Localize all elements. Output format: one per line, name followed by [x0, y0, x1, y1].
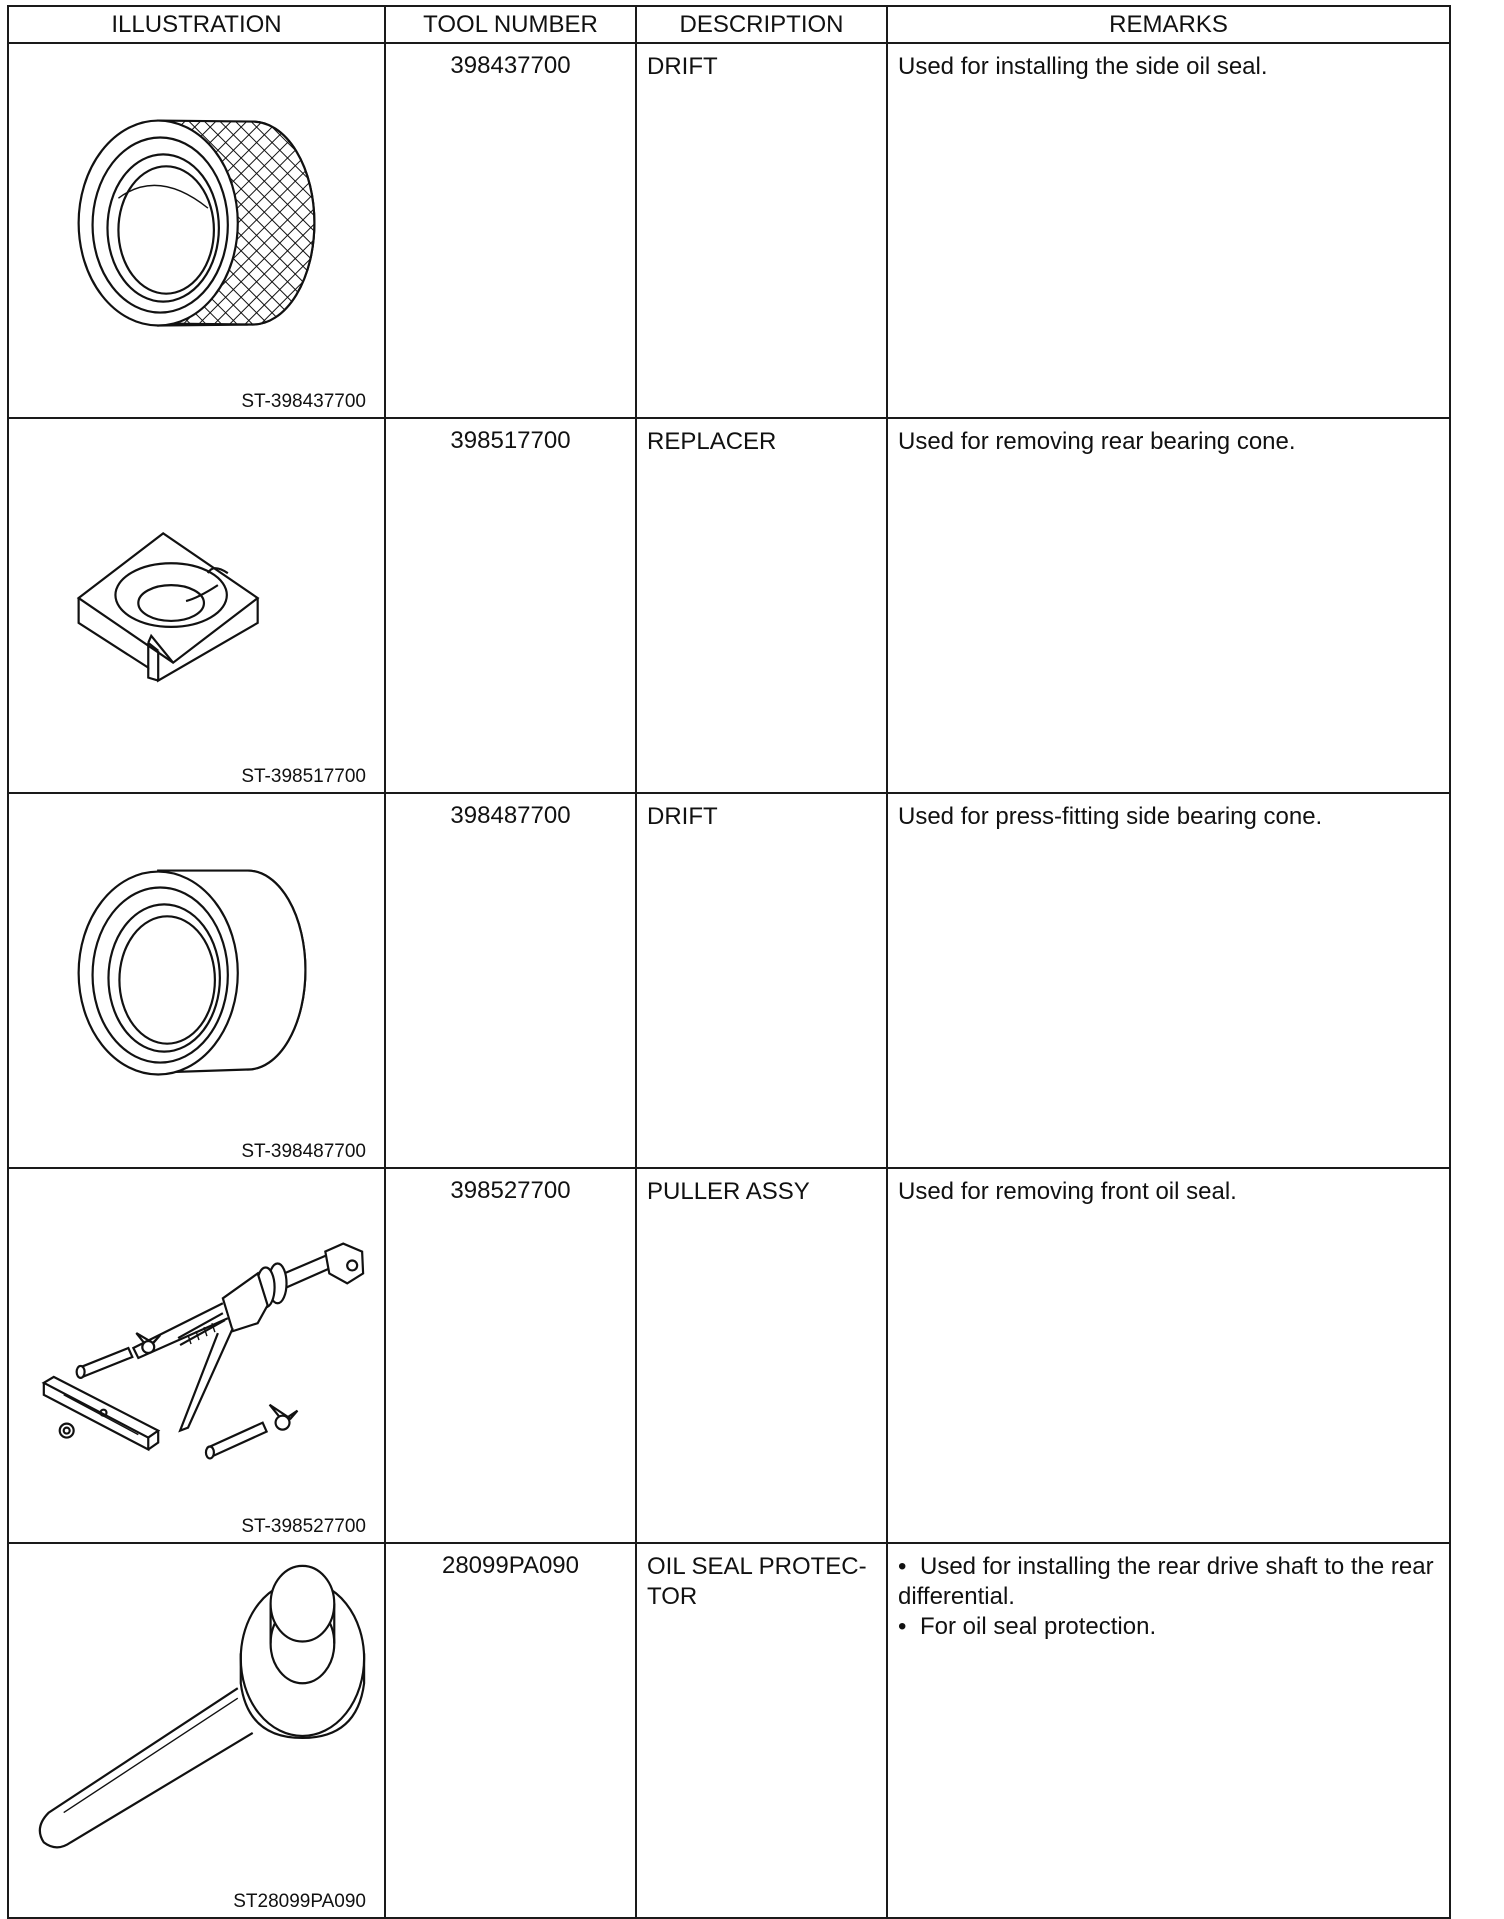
- remarks: [887, 418, 1450, 793]
- table-row: [8, 43, 1450, 418]
- remarks: [887, 793, 1450, 1168]
- remark-text: For oil seal protection.: [920, 1613, 1157, 1640]
- illustration-code: ST28099PA090: [233, 1891, 366, 1912]
- tool-number: 398487700: [385, 793, 636, 1168]
- header-description: DESCRIPTION: [636, 6, 887, 43]
- remarks-list: [898, 1552, 1439, 1642]
- oil-seal-protector-icon: [9, 1544, 384, 1917]
- puller-assy-icon: [9, 1169, 384, 1542]
- header-illustration: ILLUSTRATION: [8, 6, 385, 43]
- table-row: [8, 1168, 1450, 1543]
- remark-text: Used for removing front oil seal.: [898, 1178, 1237, 1205]
- list-item: [898, 1552, 1439, 1612]
- remark-text: Used for installing the side oil seal.: [898, 53, 1268, 80]
- tool-number: 398437700: [385, 43, 636, 418]
- illustration-code: ST-398437700: [241, 391, 366, 412]
- remark-text: Used for press-fitting side bearing cone.: [898, 803, 1323, 830]
- description: REPLACER: [636, 418, 887, 793]
- remarks: [887, 43, 1450, 418]
- table-row: [8, 418, 1450, 793]
- tool-number: 398527700: [385, 1168, 636, 1543]
- description: PULLER ASSY: [636, 1168, 887, 1543]
- description: DRIFT: [636, 793, 887, 1168]
- illustration-code: ST-398517700: [241, 766, 366, 787]
- illustration-cell: [8, 1543, 385, 1918]
- special-tools-table: [7, 5, 1451, 1919]
- remark-text: Used for removing rear bearing cone.: [898, 428, 1296, 455]
- replacer-block-icon: [9, 419, 384, 792]
- knurled-drift-icon: [9, 44, 384, 417]
- description: DRIFT: [636, 43, 887, 418]
- remark-text: Used for installing the rear drive shaft to the rear differential.: [898, 1553, 1434, 1610]
- header-remarks: REMARKS: [887, 6, 1450, 43]
- header-row: [8, 6, 1450, 43]
- table-row: [8, 793, 1450, 1168]
- header-tool-number: TOOL NUMBER: [385, 6, 636, 43]
- illustration-code: ST-398487700: [241, 1141, 366, 1162]
- remarks: [887, 1543, 1450, 1918]
- list-item: [898, 1612, 1439, 1642]
- bullet-icon: •: [898, 1613, 907, 1640]
- table-row: [8, 1543, 1450, 1918]
- remarks: [887, 1168, 1450, 1543]
- description: OIL SEAL PROTEC-TOR: [636, 1543, 887, 1918]
- illustration-code: ST-398527700: [241, 1516, 366, 1537]
- bullet-icon: •: [898, 1553, 907, 1580]
- tool-number: 28099PA090: [385, 1543, 636, 1918]
- tool-number: 398517700: [385, 418, 636, 793]
- illustration-cell: [8, 43, 385, 418]
- illustration-cell: [8, 418, 385, 793]
- illustration-cell: [8, 1168, 385, 1543]
- illustration-cell: [8, 793, 385, 1168]
- drift-ring-icon: [9, 794, 384, 1167]
